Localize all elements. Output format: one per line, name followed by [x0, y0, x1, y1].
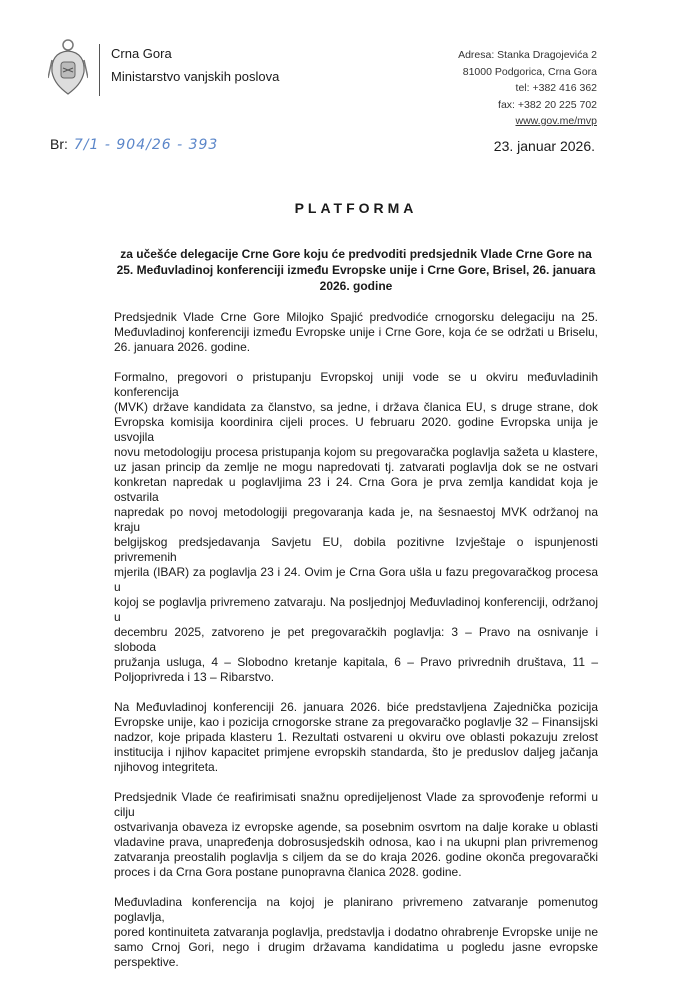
- paragraph-line: proces i da Crna Gora postane punopravna članica 2028. godine.: [114, 865, 462, 879]
- coat-of-arms-icon: [48, 38, 88, 98]
- paragraph-line: uz jasan princip da zemlje ne mogu napredovati tj. zatvarati poglavlja dok se ne ostvari: [114, 460, 598, 474]
- subtitle-line: 2026. godine: [319, 279, 393, 293]
- paragraph-reforms: [114, 790, 598, 880]
- paragraph-line: perspektive.: [114, 955, 179, 969]
- paragraph-line: pored kontinuiteta zatvaranja poglavlja, predstavlja i dodatno ohrabrenje Evropske unije ne: [114, 925, 598, 939]
- paragraph-line: konkretan napredak u poglavljima 23 i 24. Crna Gora je prva zemlja kandidat koja je ostvarila: [114, 475, 598, 504]
- ministry-name: Ministarstvo vanjskih poslova: [111, 69, 280, 84]
- address: Adresa: Stanka Dragojevića 2: [458, 49, 597, 61]
- paragraph-line: Međuvladina konferencija na kojoj je planirano privremeno zatvaranje pomenutog poglavlja,: [114, 895, 598, 924]
- telephone: tel: +382 416 362: [515, 82, 597, 94]
- subtitle-line: 25. Međuvladinoj konferenciji između Evropske unije i Crne Gore, Brisel, 26. januara: [116, 263, 596, 277]
- website-link[interactable]: www.gov.me/mvp: [515, 115, 597, 127]
- reference-label: Br:: [50, 136, 68, 152]
- paragraph-line: (MVK) države kandidata za članstvo, sa jedne, i država članica EU, s druge strane, dok: [114, 400, 598, 414]
- paragraph-line: ostvarivanja obaveza iz evropske agende, sa posebnim osvrtom na dalje korake u oblasti: [114, 820, 598, 834]
- paragraph-conclusion: [114, 895, 598, 970]
- document-date: 23. januar 2026.: [493, 138, 595, 154]
- document-subtitle: [114, 246, 598, 294]
- org-name: Crna Gora: [111, 46, 172, 61]
- paragraph-line: kojoj se poglavlja privremeno zatvaraju. Na posljednjoj Međuvladinoj konferenciji, održanoj u: [114, 595, 598, 624]
- paragraph-line: belgijskog predsjedavanja Savjetu EU, dobila pozitivne Izvještaje o ispunjenosti privremenih: [114, 535, 598, 564]
- paragraph-line: pružanja usluga, 4 – Slobodno kretanje kapitala, 6 – Pravo privrednih društava, 11 –: [114, 655, 598, 669]
- paragraph-line: Formalno, pregovori o pristupanju Evropskoj uniji vode se u okviru međuvladinih konferencija: [114, 370, 598, 399]
- document-title: PLATFORMA: [294, 200, 418, 216]
- paragraph-line: Evropska komisija koordinira cijeli proces. U februaru 2020. godine Evropska unija je usvojila: [114, 415, 598, 444]
- paragraph-line: 26. januara 2026. godine.: [114, 340, 251, 354]
- paragraph-line: Poljoprivreda i 13 – Ribarstvo.: [114, 670, 275, 684]
- paragraph-line: novu metodologiju procesa pristupanja kojom su pregovaračka poglavlja sažeta u klastere,: [114, 445, 598, 459]
- subtitle-line: za učešće delegacije Crne Gore koju će predvoditi predsjednik Vlade Crne Gore na: [120, 247, 592, 261]
- paragraph-line: zatvaranja preostalih poglavlja s ciljem da se do kraja 2026. godine okonča pregovarački: [114, 850, 598, 864]
- header-divider: [99, 44, 100, 96]
- handwritten-reference: 7/1 - 904/26 - 393: [73, 137, 219, 153]
- paragraph-line: Evropske unije, kao i pozicija crnogorske strane za pregovaračko poglavlje 32 – Finansijski: [114, 715, 598, 729]
- paragraph-line: decembru 2025, zatvoreno je pet pregovaračkih poglavlja: 3 – Pravo na osnivanje i sloboda: [114, 625, 598, 654]
- paragraph-intro: [114, 310, 598, 355]
- contact-block: [458, 47, 597, 130]
- city: 81000 Podgorica, Crna Gora: [462, 65, 597, 78]
- paragraph-line: Međuvladinoj konferenciji između Evropske unije i Crne Gore, koja će se održati u Briselu,: [114, 325, 598, 339]
- paragraph-line: Na Međuvladinoj konferenciji 26. januara 2026. biće predstavljena Zajednička pozicija: [114, 700, 598, 714]
- paragraph-line: Predsjednik Vlade Crne Gore Milojko Spajić predvodiće crnogorsku delegaciju na 25.: [114, 310, 598, 324]
- paragraph-line: samo Crnoj Gori, nego i drugim državama kandidatima u pogledu jasne evropske: [114, 940, 598, 954]
- paragraph-background: [114, 370, 598, 685]
- paragraph-line: mjerila (IBAR) za poglavlja 23 i 24. Ovim je Crna Gora ušla u fazu pregovaračkog procesa u: [114, 565, 598, 594]
- paragraph-line: nadzor, koje pripada klasteru 1. Rezultati ostvareni u okviru ove oblasti pokazuju zrelost: [114, 730, 598, 744]
- fax: fax: +382 20 225 702: [498, 98, 597, 111]
- paragraph-line: vladavine prava, unapređenja dobrosusjedskih odnosa, kao i na ukupni plan privremenog: [114, 835, 598, 849]
- reference-number: [50, 136, 218, 153]
- paragraph-line: Predsjednik Vlade će reafirimisati snažnu opredijeljenost Vlade za sprovođenje reformi u cilju: [114, 790, 598, 819]
- paragraph-chapter-32: [114, 700, 598, 775]
- paragraph-line: institucija i njihov kapacitet primjene evropskih standarda, što je preduslov daljeg jačanja: [114, 745, 598, 759]
- paragraph-line: njihovog integriteta.: [114, 760, 219, 774]
- paragraph-line: napredak po novoj metodologiji pregovaranja kada je, na šesnaestoj MVK održanoj na kraju: [114, 505, 598, 534]
- document-body: [114, 200, 598, 985]
